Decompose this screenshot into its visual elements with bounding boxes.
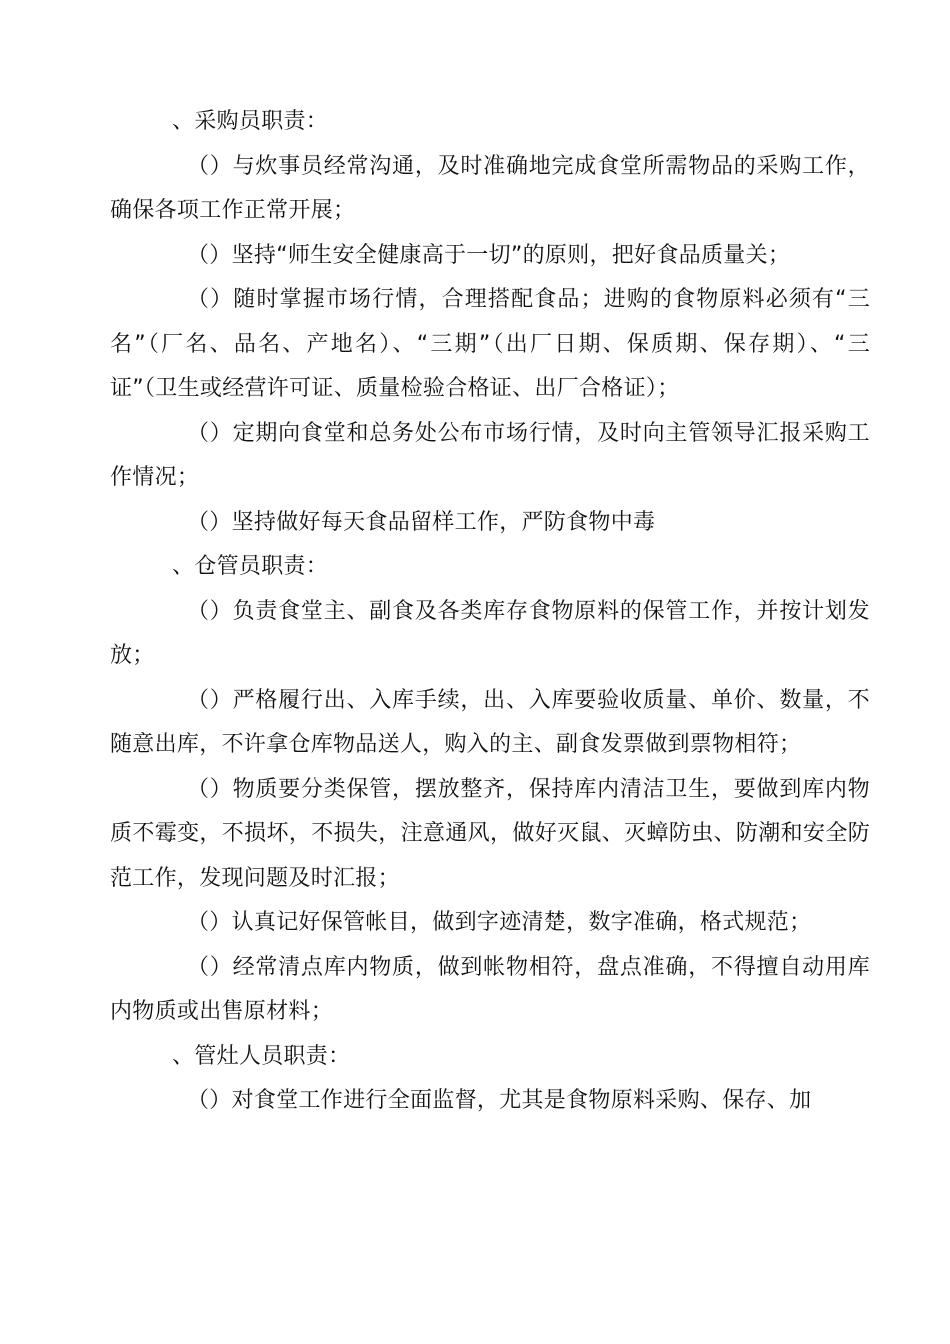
duty-item: （）对食堂工作进行全面监督，尤其是食物原料采购、保存、加 bbox=[187, 1088, 812, 1113]
duty-item: （）经常清点库内物质，做到帐物相符，盘点准确，不得擅自动用库内物质或出售原材料； bbox=[110, 954, 870, 1024]
duty-item: （）定期向食堂和总务处公布市场行情，及时向主管领导汇报采购工作情况； bbox=[110, 420, 870, 490]
duty-item: （）严格履行出、入库手续，出、入库要验收质量、单价、数量，不随意出库，不许拿仓库物品送人，购入的主、副食发票做到票物相符； bbox=[110, 687, 870, 757]
duty-item: （）负责食堂主、副食及各类库存食物原料的保管工作，并按计划发放； bbox=[110, 598, 870, 668]
section-heading-purchaser: 、采购员职责： bbox=[172, 109, 329, 134]
duty-item: （）坚持做好每天食品留样工作，严防食物中毒 bbox=[187, 509, 656, 535]
section-heading-warehouse: 、仓管员职责： bbox=[172, 554, 329, 579]
section-heading-stove-manager: 、管灶人员职责： bbox=[172, 1043, 351, 1069]
duty-item: （）物质要分类保管，摆放整齐，保持库内清洁卫生，要做到库内物质不霉变，不损坏，不损失，注意通风，做好灭鼠、灭蟑防虫、防潮和安全防范工作，发现问题及时汇报； bbox=[110, 776, 870, 891]
duty-item: （）随时掌握市场行情，合理搭配食品；进购的食物原料必须有“三名”（厂名、品名、产地名）、“三期”（出厂日期、保质期、保存期）、“三证”（卫生或经营许可证、质量检验合格证、出厂合格证）； bbox=[110, 287, 870, 401]
duty-item: （）坚持“师生安全健康高于一切”的原则，把好食品质量关； bbox=[187, 242, 791, 268]
document-body bbox=[110, 100, 870, 1124]
duty-item: （）与炊事员经常沟通，及时准确地完成食堂所需物品的采购工作，确保各项工作正常开展； bbox=[110, 153, 870, 223]
duty-item: （）认真记好保管帐目，做到字迹清楚，数字准确，格式规范； bbox=[187, 910, 812, 935]
